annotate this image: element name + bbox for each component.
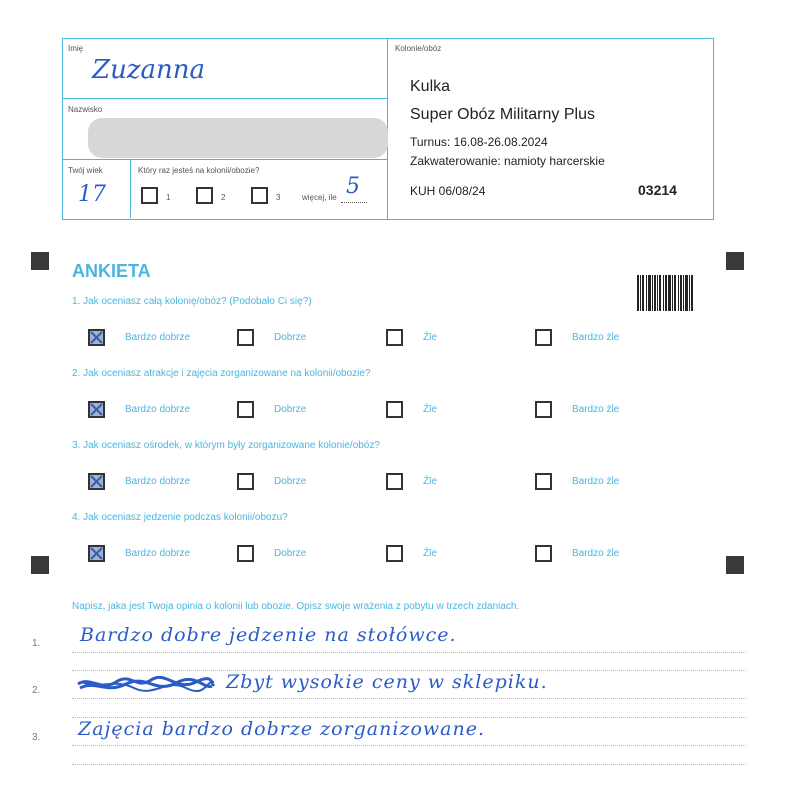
answer-number-3: 3. [32,732,41,743]
answer-line [72,745,746,746]
nazwisko-label: Nazwisko [68,105,103,114]
kolonie-label: Kolonie/obóz [395,44,442,53]
answer-2: Zbyt wysokie ceny w sklepiku. [226,671,548,693]
corner-marker [31,556,49,574]
camp-name: Super Obóz Militarny Plus [410,106,595,123]
question-1-option-2-checkbox[interactable] [237,329,254,346]
wiecej-label: więcej, ile [302,193,337,202]
question-2-option-1-checkbox[interactable] [88,401,105,418]
question-3-option-3-checkbox[interactable] [386,473,403,490]
option-2-label: 2 [221,193,226,202]
question-1-option-2-label: Dobrze [274,332,307,343]
wiecej-line [341,202,367,203]
option-3-label: 3 [276,193,281,202]
answer-line [72,698,746,699]
question-1-option-4-label: Bardzo źle [572,332,620,343]
question-4-option-4-checkbox[interactable] [535,545,552,562]
question-4-option-2-label: Dobrze [274,548,307,559]
wiek-label: Twój wiek [68,166,103,175]
question-4-option-2-checkbox[interactable] [237,545,254,562]
question-2-option-3-checkbox[interactable] [386,401,403,418]
camp-code: KUH 06/08/24 [410,184,486,198]
question-2-option-3-label: Źle [423,404,437,415]
question-3-option-2-label: Dobrze [274,476,307,487]
question-4-option-4-label: Bardzo źle [572,548,620,559]
question-3-option-2-checkbox[interactable] [237,473,254,490]
question-3-option-4-label: Bardzo źle [572,476,620,487]
turnus: Turnus: 16.08-26.08.2024 [410,135,548,149]
answer-1: Bardzo dobre jedzenie na stołówce. [80,624,457,646]
question-4-option-3-label: Źle [423,548,437,559]
question-1-option-3-checkbox[interactable] [386,329,403,346]
question-4-option-1-checkbox[interactable] [88,545,105,562]
question-2-option-2-checkbox[interactable] [237,401,254,418]
ktory-raz-label: Który raz jesteś na kolonii/obozie? [138,166,260,175]
question-2: 2. Jak oceniasz atrakcje i zajęcia zorganizowane na kolonii/obozie? [72,368,371,379]
question-1-option-1-label: Bardzo dobrze [125,332,191,343]
question-1: 1. Jak oceniasz całą kolonię/obóz? (Podobało Ci się?) [72,296,312,307]
question-2-option-4-label: Bardzo źle [572,404,620,415]
answer-3: Zajęcia bardzo dobrze zorganizowane. [78,718,486,740]
option-2-checkbox[interactable] [196,187,213,204]
option-1-checkbox[interactable] [141,187,158,204]
imie-value: Zuzanna [92,55,206,85]
question-2-option-1-label: Bardzo dobrze [125,404,191,415]
corner-marker [726,556,744,574]
wiecej-value: 5 [346,174,360,199]
question-1-option-4-checkbox[interactable] [535,329,552,346]
question-3-option-3-label: Źle [423,476,437,487]
question-2-option-4-checkbox[interactable] [535,401,552,418]
question-3-option-4-checkbox[interactable] [535,473,552,490]
answer-line [72,652,746,653]
option-1-label: 1 [166,193,171,202]
divider [130,159,131,218]
divider [62,159,387,160]
answer-number-2: 2. [32,685,41,696]
form-number: 03214 [638,182,677,198]
opinion-prompt: Napisz, jaka jest Twoja opinia o kolonii lub obozie. Opisz swoje wrażenia z pobytu w trzech zdaniach. [72,601,520,612]
question-4-option-1-label: Bardzo dobrze [125,548,191,559]
zakwaterowanie: Zakwaterowanie: namioty harcerskie [410,154,605,168]
question-3-option-1-checkbox[interactable] [88,473,105,490]
imie-label: Imię [68,44,84,53]
scribble-mark [76,674,216,696]
redacted-surname [88,118,388,158]
corner-marker [31,252,49,270]
answer-line [72,764,746,765]
corner-marker [726,252,744,270]
divider [62,98,387,99]
question-3-option-1-label: Bardzo dobrze [125,476,191,487]
question-3: 3. Jak oceniasz ośrodek, w którym były zorganizowane kolonie/obóz? [72,440,380,451]
question-2-option-2-label: Dobrze [274,404,307,415]
option-3-checkbox[interactable] [251,187,268,204]
question-4: 4. Jak oceniasz jedzenie podczas kolonii/obozu? [72,512,288,523]
barcode [637,275,693,311]
ankieta-title: ANKIETA [72,261,151,281]
answer-number-1: 1. [32,638,41,649]
camp-short-name: Kulka [410,78,451,95]
question-4-option-3-checkbox[interactable] [386,545,403,562]
question-1-option-1-checkbox[interactable] [88,329,105,346]
wiek-value: 17 [78,182,106,207]
question-1-option-3-label: Źle [423,332,437,343]
